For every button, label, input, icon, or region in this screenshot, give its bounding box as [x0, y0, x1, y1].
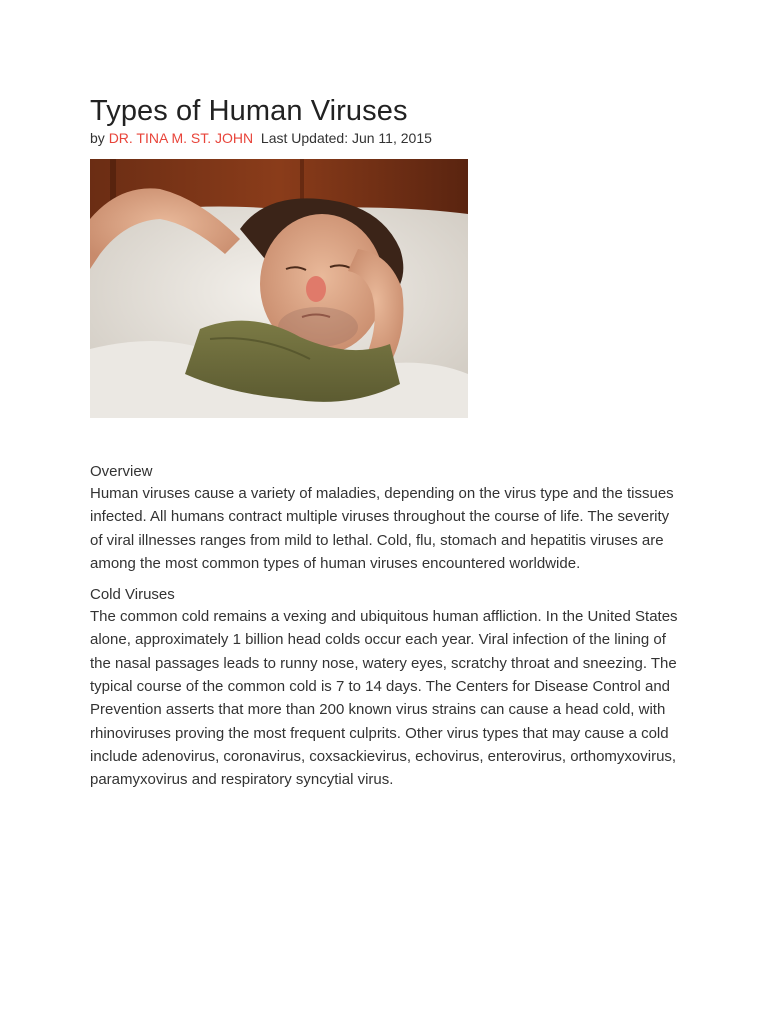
updated-label: Last Updated:: [260, 130, 349, 146]
author-link[interactable]: DR. TINA M. ST. JOHN: [108, 130, 254, 146]
article-title: Types of Human Viruses: [90, 95, 408, 127]
cold-viruses-paragraph: The common cold remains a vexing and ubiquitous human affliction. In the United States alone, approximately 1 billion head colds occur each year. Viral infection of the lining of the nasal passages leads to runny nose, watery eyes, scratchy throat and sneezing. The typical course of the common cold is 7 to 14 days. The Centers for Disease Control and Prevention asserts that more than 200 known virus strains can cause a head cold, with rhinoviruses proving the most frequent culprits. Other virus types that may cause a cold include adenovirus, coronavirus, coxsackievirus, echovirus, enterovirus, orthomyxovirus, paramyxovirus and respiratory syncytial virus.: [90, 608, 678, 789]
section-heading-cold-viruses: Cold Viruses: [90, 586, 175, 604]
updated-date: Jun 11, 2015: [351, 130, 432, 146]
section-heading-overview: Overview: [90, 463, 153, 480]
overview-paragraph: Human viruses cause a variety of maladies, depending on the virus type and the tissues infected. All humans contract multiple viruses throughout the course of life. The severity of viral illnesses ranges from mild to lethal. Cold, flu, stomach and hepatitis viruses are among the most common types of human viruses encountered worldwide.: [90, 485, 674, 572]
by-label: by: [90, 130, 105, 146]
article: [90, 92, 680, 792]
hero-image: [90, 159, 468, 418]
byline: [90, 130, 680, 147]
